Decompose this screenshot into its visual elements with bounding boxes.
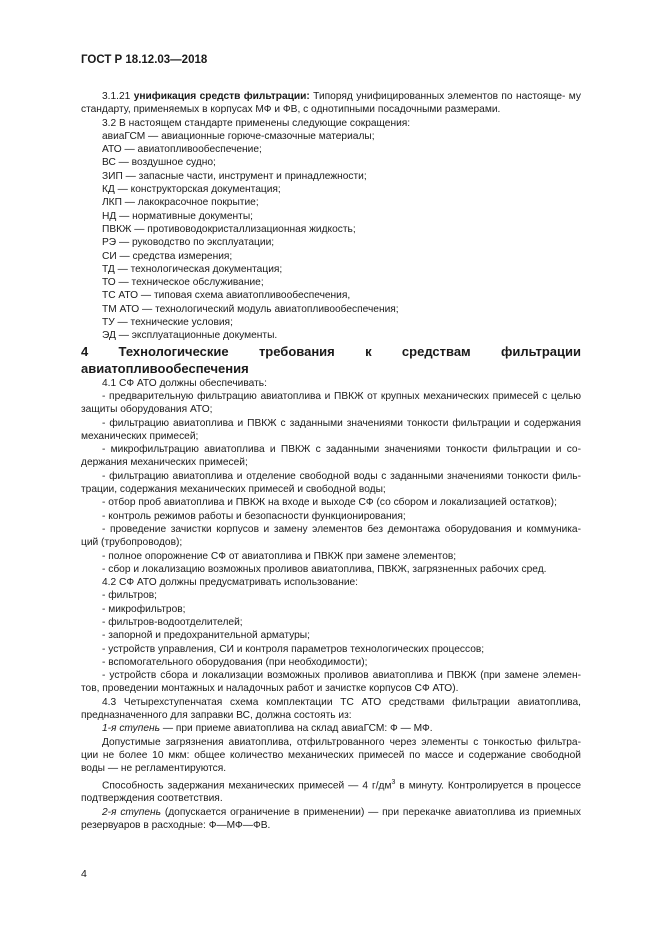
paragraph-3-1-21 <box>81 90 581 117</box>
stage-1 <box>81 722 581 735</box>
paragraph-contamination: Допустимые загрязнения авиатоплива, отфильтрованного через элементы с тонкостью фильтра- ции не более 10 мкм: общее количество механических примесей по массе и содержание свободной воды — не регламентируются. <box>81 736 581 775</box>
abbreviation-item: СИ — средства измерения; <box>102 250 233 262</box>
capacity-text: Способность задержания механических примесей — 4 г/дм <box>102 779 392 791</box>
list-item: - проведение зачистки корпусов и замену элементов без демонтажа оборудования и коммуника- ций (трубопроводов); <box>81 523 581 549</box>
term-heading: унификация средств фильтрации: <box>133 91 310 102</box>
page-number: 4 <box>81 868 87 880</box>
equipment-list-4-2 <box>81 589 581 695</box>
stage-text: — при приеме авиатоплива на склад авиаГСМ: Ф — МФ. <box>160 723 433 735</box>
list-item: - фильтрацию авиатоплива и ПВКЖ с заданными значениями тонкости фильтрации и содержания механических примесей; <box>81 417 581 442</box>
stage-2 <box>81 806 581 833</box>
document-header: ГОСТ Р 18.12.03—2018 <box>81 54 208 66</box>
abbreviation-item: ВС — воздушное судно; <box>102 157 216 169</box>
abbreviation-item: ТМ АТО — технологический модуль авиатопливообеспечения; <box>102 303 399 315</box>
abbreviation-item: АТО — авиатопливообеспечение; <box>102 144 262 156</box>
abbreviation-item: КД — конструкторская документация; <box>102 184 281 196</box>
stage-label: 2-я ступень <box>102 806 162 818</box>
abbreviation-item: авиаГСМ — авиационные горюче-смазочные материалы; <box>102 130 375 142</box>
list-item: - микрофильтрацию авиатоплива и ПВКЖ с заданными значениями тонкости фильтрации и со- держания механических примесей; <box>81 444 581 469</box>
abbreviation-item: ЭД — эксплуатационные документы. <box>102 330 278 342</box>
list-item: - фильтров; <box>102 590 157 602</box>
abbreviation-item: ТУ — технические условия; <box>102 317 233 329</box>
abbreviation-item: ТС АТО — типовая схема авиатопливообеспечения, <box>102 290 351 302</box>
paragraph-capacity <box>81 776 581 806</box>
abbreviation-item: НД — нормативные документы; <box>102 210 253 222</box>
list-item: - отбор проб авиатоплива и ПВКЖ на входе и выходе СФ (со сбором и локализацией остатков); <box>102 497 557 509</box>
paragraph-4-3: 4.3 Четырехступенчатая схема комплектации ТС АТО средствами фильтрации авиатоплива, предназначенного для заправки ВС, должна состоять из: <box>81 696 581 722</box>
list-item: - вспомогательного оборудования (при необходимости); <box>102 656 368 668</box>
list-item: - устройств сбора и локализации возможных проливов авиатоплива и ПВКЖ (при замене элемен- тов, проведении монтажных и наладочных работ и зачистке корпусов СФ АТО). <box>81 670 581 695</box>
list-item: - устройств управления, СИ и контроля параметров технологических процессов; <box>102 643 485 655</box>
abbreviation-item: ЗИП — запасные части, инструмент и принадлежности; <box>102 170 367 182</box>
capacity-text-cont: в минуту. Контролируется в процессе подтверждения соответствия. <box>81 779 581 805</box>
list-item: - запорной и предохранительной арматуры; <box>102 630 310 642</box>
list-item: - предварительную фильтрацию авиатоплива и ПВКЖ от крупных механических примесей с целью защиты оборудования АТО; <box>81 390 581 416</box>
abbreviation-item: ЛКП — лакокрасочное покрытие; <box>102 197 259 209</box>
list-item: - сбор и локализацию возможных проливов авиатоплива, ПВКЖ, загрязненных рабочих сред. <box>102 563 547 575</box>
list-item: - микрофильтров; <box>102 603 186 615</box>
clause-number: 3.1.21 <box>102 91 134 102</box>
stage-text: (допускается ограничение в применении) — при перекачке авиатоплива из приемных резервуаров в расходные: Ф—МФ—ФВ. <box>81 806 581 831</box>
list-item: - полное опорожнение СФ от авиатоплива и ПВКЖ при замене элементов; <box>102 550 457 562</box>
list-item: - фильтрацию авиатоплива и отделение свободной воды с заданными значениями тонкости филь- трации, содержания механических примесей и свободной воды; <box>81 470 581 496</box>
abbreviation-item: ТО — техническое обслуживание; <box>102 277 264 289</box>
stage-label: 1-я ступень <box>102 723 161 735</box>
page-content <box>81 90 581 832</box>
requirements-list-4-1 <box>81 390 581 576</box>
paragraph-4-2: 4.2 СФ АТО должны предусматривать использование: <box>102 577 359 589</box>
abbreviation-item: ПВКЖ — противоводокристаллизационная жидкость; <box>102 223 356 235</box>
list-item: - фильтров-водоотделителей; <box>102 616 243 628</box>
section-heading: 4 Технологические требования к средствам фильтрации авиатопливообеспечения <box>81 343 581 376</box>
abbreviation-list <box>81 130 581 343</box>
list-item: - контроль режимов работы и безопасности функционирования; <box>102 510 406 522</box>
superscript: 3 <box>391 778 396 786</box>
term-definition: Типоряд унифицированных элементов по настояще- му стандарту, применяемых в корпусах МФ и ФВ, с однотипными посадочными размерами. <box>81 91 581 116</box>
abbreviation-item: РЭ — руководство по эксплуатации; <box>102 237 275 249</box>
paragraph-3-2: 3.2 В настоящем стандарте применены следующие сокращения: <box>102 117 411 129</box>
abbreviation-item: ТД — технологическая документация; <box>102 263 283 275</box>
paragraph-4-1: 4.1 СФ АТО должны обеспечивать: <box>102 377 267 389</box>
